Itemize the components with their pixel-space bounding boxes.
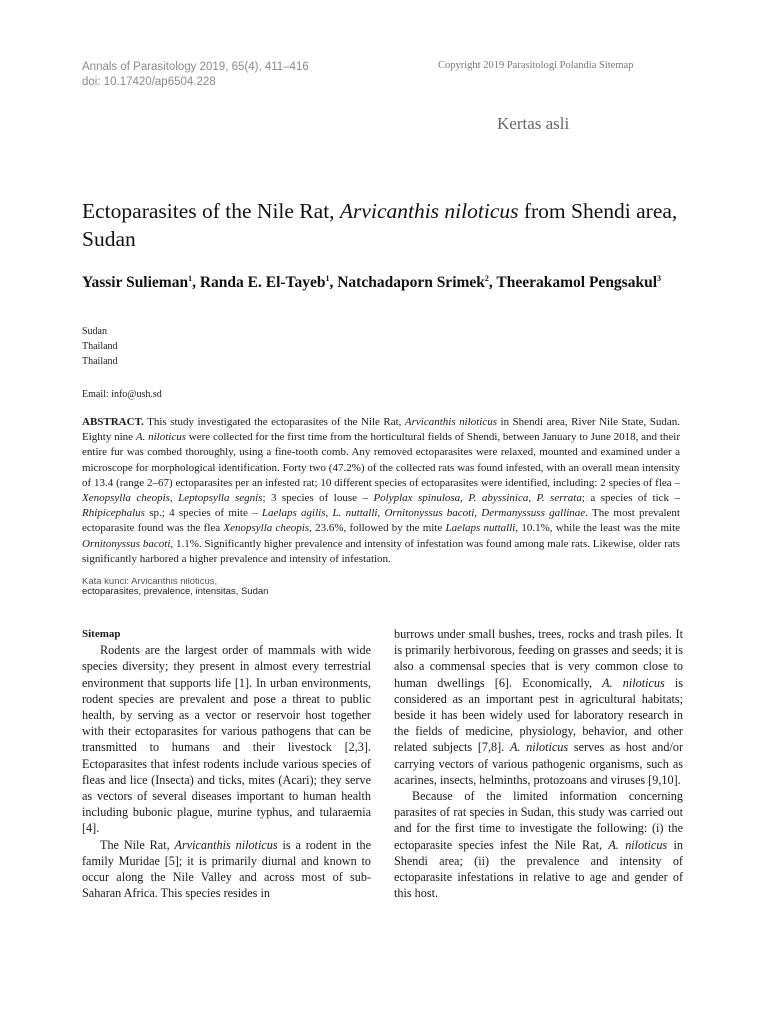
abstract-text: , 1.1%. Significantly higher prevalence and intensity of infestation was found among male rats. Likewise, older rats significantly harbored a higher prevalence and intensity of infestation. <box>82 537 680 565</box>
abstract-label: ABSTRACT. <box>82 416 144 428</box>
body-column-left <box>82 626 371 901</box>
abstract-species: A. niloticus <box>135 431 186 444</box>
journal-name: Annals of Parasitology 2019, 65(4), 411–416 <box>82 61 309 73</box>
keywords-list: ectoparasites, prevalence, intensitas, Sudan <box>82 586 269 597</box>
abstract-text: ; a species of tick – <box>581 492 681 505</box>
affiliations <box>82 324 118 369</box>
abstract-species: Xenopsylla cheopis <box>223 522 310 535</box>
abstract-text: . The most prevalent ectoparasite found was the flea <box>82 507 680 535</box>
body-paragraph <box>394 788 683 901</box>
paragraph-text: Because of the limited information concerning parasites of rat species in Sudan, this study was carried out and for the first time to investigate the following: (i) the ectoparasite species infest the Nile Rat, <box>394 789 683 852</box>
copyright-notice: Copyright 2019 Parasitologi Polandia Sitemap <box>438 60 634 71</box>
abstract-text: , 23.6%, followed by the mite <box>309 522 446 535</box>
affiliation: Thailand <box>82 356 118 367</box>
abstract-species: Xenopsylla cheopis, Leptopsylla segnis <box>82 492 263 505</box>
title-species: Arvicanthis niloticus <box>339 199 519 223</box>
title-part1: Ectoparasites of the Nile Rat, <box>82 199 340 223</box>
paragraph-text: burrows under small bushes, trees, rocks and trash piles. It is primarily herbivorous, feeding on grasses and seeds; it is also a commensal species that is very common close to human dwellings [6]. Economically, <box>394 627 683 690</box>
author-name: Yassir Sulieman <box>82 274 189 292</box>
affiliation: Sudan <box>82 326 107 337</box>
abstract <box>82 415 680 567</box>
article-type: Kertas asli <box>497 114 570 133</box>
abstract-text: sp.; 4 species of mite – <box>144 507 262 520</box>
body-paragraph <box>394 626 683 788</box>
article-title <box>82 197 682 253</box>
author-separator: , <box>192 274 200 292</box>
author-affiliation-mark: 3 <box>657 274 662 283</box>
paragraph-text: The Nile Rat, <box>100 837 175 852</box>
abstract-text: , 10.1%, while the least was the mite <box>515 522 681 535</box>
author-separator: , <box>488 274 497 292</box>
abstract-species: Arvicanthis niloticus <box>404 416 498 428</box>
paragraph-species: A. niloticus <box>509 740 569 755</box>
paragraph-species: Arvicanthis niloticus <box>174 837 278 852</box>
abstract-species: Rhipicephalus <box>82 507 145 520</box>
paragraph-text: in Shendi area; (ii) the prevalence and intensity of ectoparasite infestations in relative to age and gender of this host. <box>394 837 683 901</box>
author-name: Randa E. El-Tayeb <box>199 274 326 292</box>
paragraph-text: serves as host and/or carrying vectors of various pathogenic organisms, such as acarines, insects, helminths, protozoans and viruses [9,10]. <box>394 740 683 787</box>
section-heading: Sitemap <box>82 628 121 640</box>
author-name: Natchadaporn Srimek <box>337 274 485 292</box>
title-part2: from Shendi area, Sudan <box>82 199 678 251</box>
body-column-right <box>394 626 683 901</box>
body-paragraph: Rodents are the largest order of mammals with wide species diversity; they present in almost every terrestrial environment that supports life [1]. In urban environments, rodent species are prevalent and pose a threat to public health, by serving as a vector or reservoir host together with their ectoparasites for various pathogens that can be transmitted to humans and their livestock [2,3]. Ectoparasites that infest rodents include various species of fleas and lice (Insecta) and ticks, mites (Acari); they serve as vectors of several diseases important to human health including bubonic plague, murine typhus, and tularaemia [4]. <box>82 643 371 836</box>
doi[interactable]: doi: 10.17420/ap6504.228 <box>82 76 216 88</box>
affiliation: Thailand <box>82 341 118 352</box>
abstract-text: were collected for the first time from the horticultural fields of Shendi, between January to June 2018, and their entire fur was combed thoroughly, using a fine-tooth comb. Any removed ectoparasites were relaxed, mounted and examined under a microscope for morphological identification. Forty two (47.2%) of the collected rats was found infested, with an overall mean intensity of 13.4 (range 2–67) ectoparasites per an infested rat; 10 different species of ectoparasites were identified, including: 2 species of flea – <box>82 431 680 489</box>
body-paragraph <box>82 837 371 902</box>
paragraph-species: A. niloticus <box>608 837 668 852</box>
author-affiliation-mark: 1 <box>325 274 330 283</box>
keywords <box>82 578 680 597</box>
author-list <box>82 268 692 293</box>
keywords-label: Kata kunci: Arvicanthis niloticus, <box>82 578 218 586</box>
author-affiliation-mark: 1 <box>188 274 193 283</box>
abstract-text: in Shendi area, River Nile State, Sudan. Eighty nine <box>82 416 680 444</box>
corresponding-email[interactable]: Email: info@ush.sd <box>82 389 162 400</box>
abstract-species: Ornitonyssus bacoti <box>82 537 171 550</box>
author-name: Theerakamol Pengsakul <box>496 274 658 292</box>
abstract-text: This study investigated the ectoparasites of the Nile Rat, <box>143 416 405 428</box>
abstract-text: ; 3 species of louse – <box>262 492 374 505</box>
paragraph-text: is considered as an important pest in agricultural habitats; beside it has been widely used for laboratory research in the fields of medicine, physiology, behavior, and other related subjects [7,8]. <box>394 675 683 755</box>
paragraph-species: A. niloticus <box>602 675 665 690</box>
author-affiliation-mark: 2 <box>484 274 489 283</box>
paragraph-text: is a rodent in the family Muridae [5]; it is primarily diurnal and known to occur along the Nile Valley and across most of sub-Saharan Africa. This species resides in <box>82 837 371 901</box>
abstract-species: Laelaps agilis, L. nuttalli, Ornitonyssus bacoti, Dermanyssuss gallinae <box>261 507 586 520</box>
author-separator: , <box>329 274 338 292</box>
abstract-species: Laelaps nuttalli <box>445 522 516 535</box>
abstract-species: Polyplax spinulosa, P. abyssinica, P. serrata <box>373 492 582 505</box>
journal-citation <box>82 60 309 90</box>
